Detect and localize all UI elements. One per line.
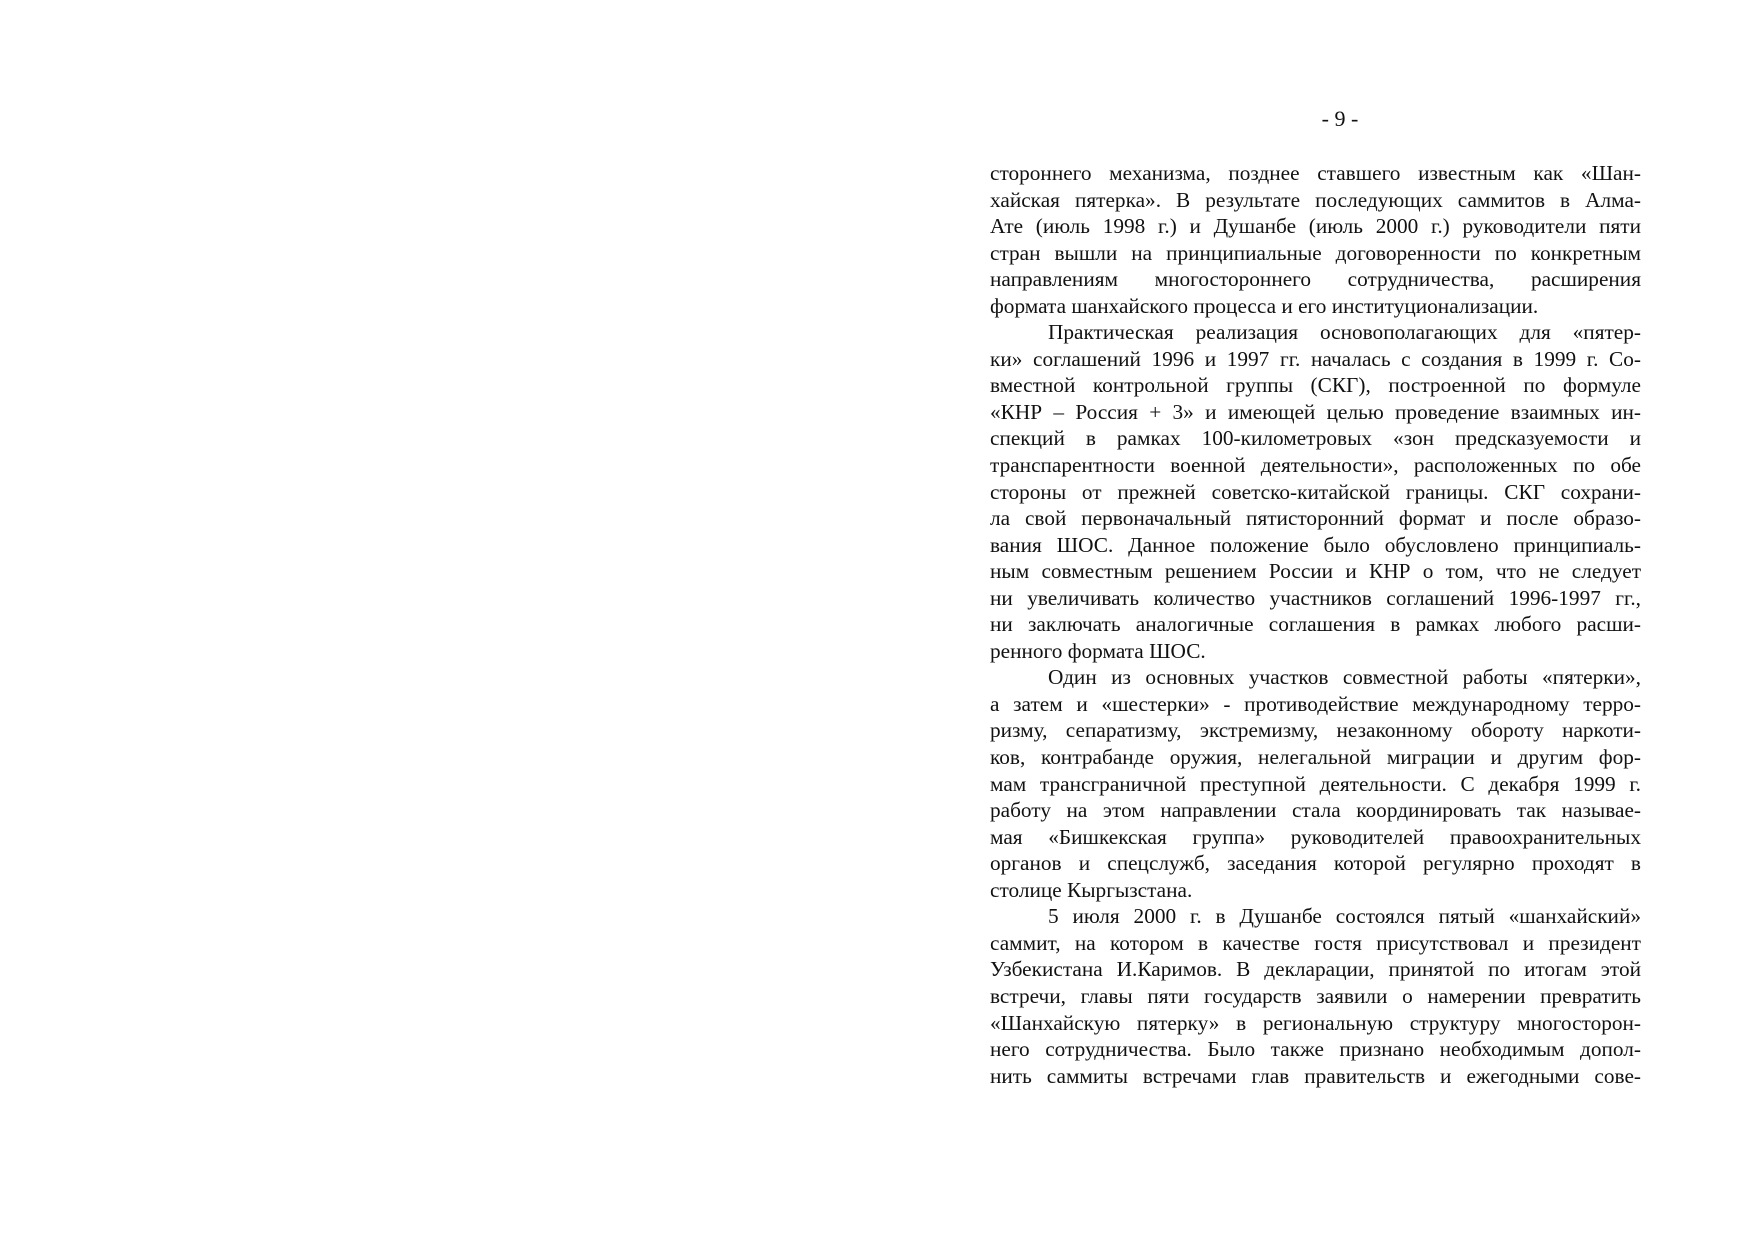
text-line: вания ШОС. Данное положение было обусловлено принципиаль-: [990, 532, 1641, 557]
text-line: стран вышли на принципиальные договоренности по конкретным: [990, 240, 1641, 265]
text-line: встречи, главы пяти государств заявили о намерении превратить: [990, 983, 1641, 1008]
text-line: стороннего механизма, позднее ставшего известным как «Шан-: [990, 161, 1641, 185]
text-line: спекций в рамках 100-километровых «зон предсказуемости и: [990, 426, 1641, 451]
text-line: Ате (июль 1998 г.) и Душанбе (июль 2000 г.) руководители пяти: [990, 214, 1641, 239]
text-line: органов и спецслужб, заседания которой регулярно проходят в: [990, 851, 1641, 876]
text-line: мая «Бишкекская группа» руководителей правоохранительных: [990, 824, 1641, 849]
text-line: ным совместным решением России и КНР о том, что не следует: [990, 559, 1641, 584]
text-line: саммит, на котором в качестве гостя присутствовал и президент: [990, 930, 1641, 955]
text-line: Практическая реализация основополагающих для «пятер-: [1048, 320, 1641, 345]
text-line: направлениям многостороннего сотрудничества, расширения: [990, 267, 1641, 292]
text-line: мам трансграничной преступной деятельности. С декабря 1999 г.: [990, 771, 1641, 796]
text-line: «КНР – Россия + 3» и имеющей целью проведение взаимных ин-: [990, 399, 1641, 424]
paragraph: [990, 319, 1641, 664]
paragraph: [990, 903, 1641, 1089]
body-text: [990, 160, 1641, 1089]
text-line: Один из основных участков совместной работы «пятерки»,: [1048, 665, 1641, 690]
text-line: ни заключать аналогичные соглашения в рамках любого расши-: [990, 612, 1641, 637]
text-line: ки» соглашений 1996 и 1997 гг. началась с создания в 1999 г. Со-: [990, 346, 1641, 371]
text-line: ни увеличивать количество участников соглашений 1996-1997 гг.,: [990, 585, 1641, 610]
text-line: нить саммиты встречами глав правительств и ежегодными сове-: [990, 1063, 1641, 1088]
text-line: хайская пятерка». В результате последующих саммитов в Алма-: [990, 187, 1641, 212]
text-line: Узбекистана И.Каримов. В декларации, принятой по итогам этой: [990, 957, 1641, 982]
text-line: «Шанхайскую пятерку» в региональную структуру многосторон-: [990, 1010, 1641, 1035]
paragraph: [990, 160, 1641, 319]
text-line: а затем и «шестерки» - противодействие международному терро-: [990, 691, 1641, 716]
text-line: транспарентности военной деятельности», расположенных по обе: [990, 453, 1641, 478]
text-line: ков, контрабанде оружия, нелегальной миграции и другим фор-: [990, 745, 1641, 770]
text-line: ренного формата ШОС.: [990, 638, 1206, 663]
text-line: ризму, сепаратизму, экстремизму, незаконному обороту наркоти-: [990, 718, 1641, 743]
text-line: работу на этом направлении стала координировать так называе-: [990, 798, 1641, 823]
text-line: столице Кыргызстана.: [990, 877, 1193, 902]
text-line: формата шанхайского процесса и его институционализации.: [990, 293, 1539, 318]
page-number: - 9 -: [1321, 106, 1359, 131]
text-line: вместной контрольной группы (СКГ), построенной по формуле: [990, 373, 1641, 398]
text-line: 5 июля 2000 г. в Душанбе состоялся пятый «шанхайский»: [1048, 904, 1641, 929]
text-line: него сотрудничества. Было также признано необходимым допол-: [990, 1037, 1641, 1062]
text-line: стороны от прежней советско-китайской границы. СКГ сохрани-: [990, 479, 1641, 504]
text-line: ла свой первоначальный пятисторонний формат и после образо-: [990, 506, 1641, 531]
paragraph: [990, 664, 1641, 903]
